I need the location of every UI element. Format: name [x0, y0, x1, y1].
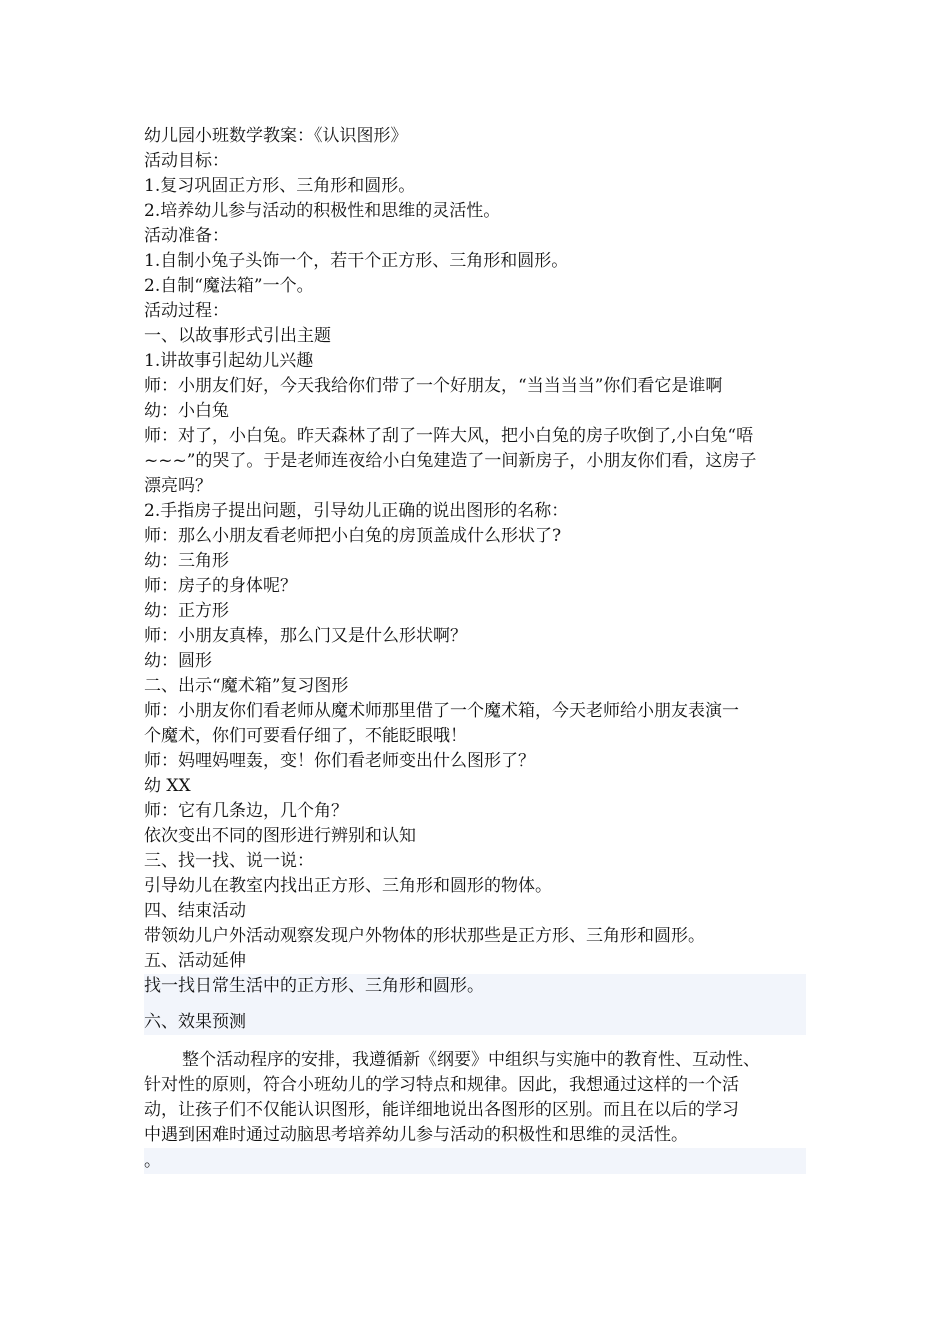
text-line: 个魔术，你们可要看仔细了，不能眨眼哦！ [144, 726, 467, 746]
paragraph-line: 针对性的原则，符合小班幼儿的学习特点和规律。因此，我想通过这样的一个活 [144, 1075, 739, 1095]
text-line: 师：小朋友你们看老师从魔术师那里借了一个魔术箱，今天老师给小朋友表演一 [144, 701, 739, 721]
text-line: 依次变出不同的图形进行辨别和认知 [144, 826, 416, 846]
text-line: 一、以故事形式引出主题 [144, 326, 331, 346]
text-line: 2.手指房子提出问题，引导幼儿正确的说出图形的名称： [144, 501, 569, 521]
text-line: ~~~”的哭了。于是老师连夜给小白兔建造了一间新房子，小朋友你们看，这房子 [144, 451, 757, 471]
text-line: 师：小朋友们好，今天我给你们带了一个好朋友，“当当当当”你们看它是谁啊 [144, 376, 723, 396]
text-line: 师：妈哩妈哩轰，变！你们看老师变出什么图形了？ [144, 751, 535, 771]
text-line: 1.自制小兔子头饰一个，若干个正方形、三角形和圆形。 [144, 251, 569, 271]
text-line: 1.讲故事引起幼儿兴趣 [144, 351, 314, 371]
closing-mark: 。 [144, 1148, 806, 1174]
section-heading: 六、效果预测 [144, 1010, 806, 1035]
summary-paragraph [144, 1048, 806, 1148]
paragraph-line: 中遇到困难时通过动脑思考培养幼儿参与活动的积极性和思维的灵活性。 [144, 1125, 688, 1145]
text-line: 二、出示“魔术箱”复习图形 [144, 676, 349, 696]
document-page [144, 124, 806, 1174]
text-line: 师：那么小朋友看老师把小白兔的房顶盖成什么形状了? [144, 526, 562, 546]
text-line: 师：对了，小白兔。昨天森林了刮了一阵大风，把小白兔的房子吹倒了,小白兔“唔 [144, 426, 754, 446]
text-line: 活动准备： [144, 226, 229, 246]
text-line: 1.复习巩固正方形、三角形和圆形。 [144, 176, 416, 196]
text-line: 师：房子的身体呢？ [144, 576, 297, 596]
paragraph-line: 整个活动程序的安排，我遵循新《纲要》中组织与实施中的教育性、互动性、 [182, 1050, 760, 1070]
text-line: 幼：小白兔 [144, 401, 229, 421]
text-line: 幼：三角形 [144, 551, 229, 571]
text-line: 师：它有几条边，几个角？ [144, 801, 348, 821]
document-title: 幼儿园小班数学教案：《认识图形》 [144, 126, 408, 146]
text-line: 漂亮吗？ [144, 476, 212, 496]
text-line: 带领幼儿户外活动观察发现户外物体的形状那些是正方形、三角形和圆形。 [144, 926, 705, 946]
text-line: 三、找一找、说一说： [144, 851, 314, 871]
text-line: 五、活动延伸 [144, 951, 246, 971]
text-line: 活动过程： [144, 301, 229, 321]
shaded-spacer [144, 999, 806, 1010]
text-line: 活动目标： [144, 151, 229, 171]
paragraph-line: 动，让孩子们不仅能认识图形，能详细地说出各图形的区别。而且在以后的学习 [144, 1100, 739, 1120]
body-lines [144, 149, 806, 974]
text-line: 师：小朋友真棒，那么门又是什么形状啊？ [144, 626, 467, 646]
text-line: 幼：圆形 [144, 651, 212, 671]
text-line: 2.自制“魔法箱”一个。 [144, 276, 314, 296]
text-line: 2.培养幼儿参与活动的积极性和思维的灵活性。 [144, 201, 501, 221]
shaded-text-line: 找一找日常生活中的正方形、三角形和圆形。 [144, 974, 806, 999]
text-line: 四、结束活动 [144, 901, 246, 921]
text-line: 引导幼儿在教室内找出正方形、三角形和圆形的物体。 [144, 876, 552, 896]
text-line: 幼：正方形 [144, 601, 229, 621]
text-line: 幼 XX [144, 776, 191, 796]
